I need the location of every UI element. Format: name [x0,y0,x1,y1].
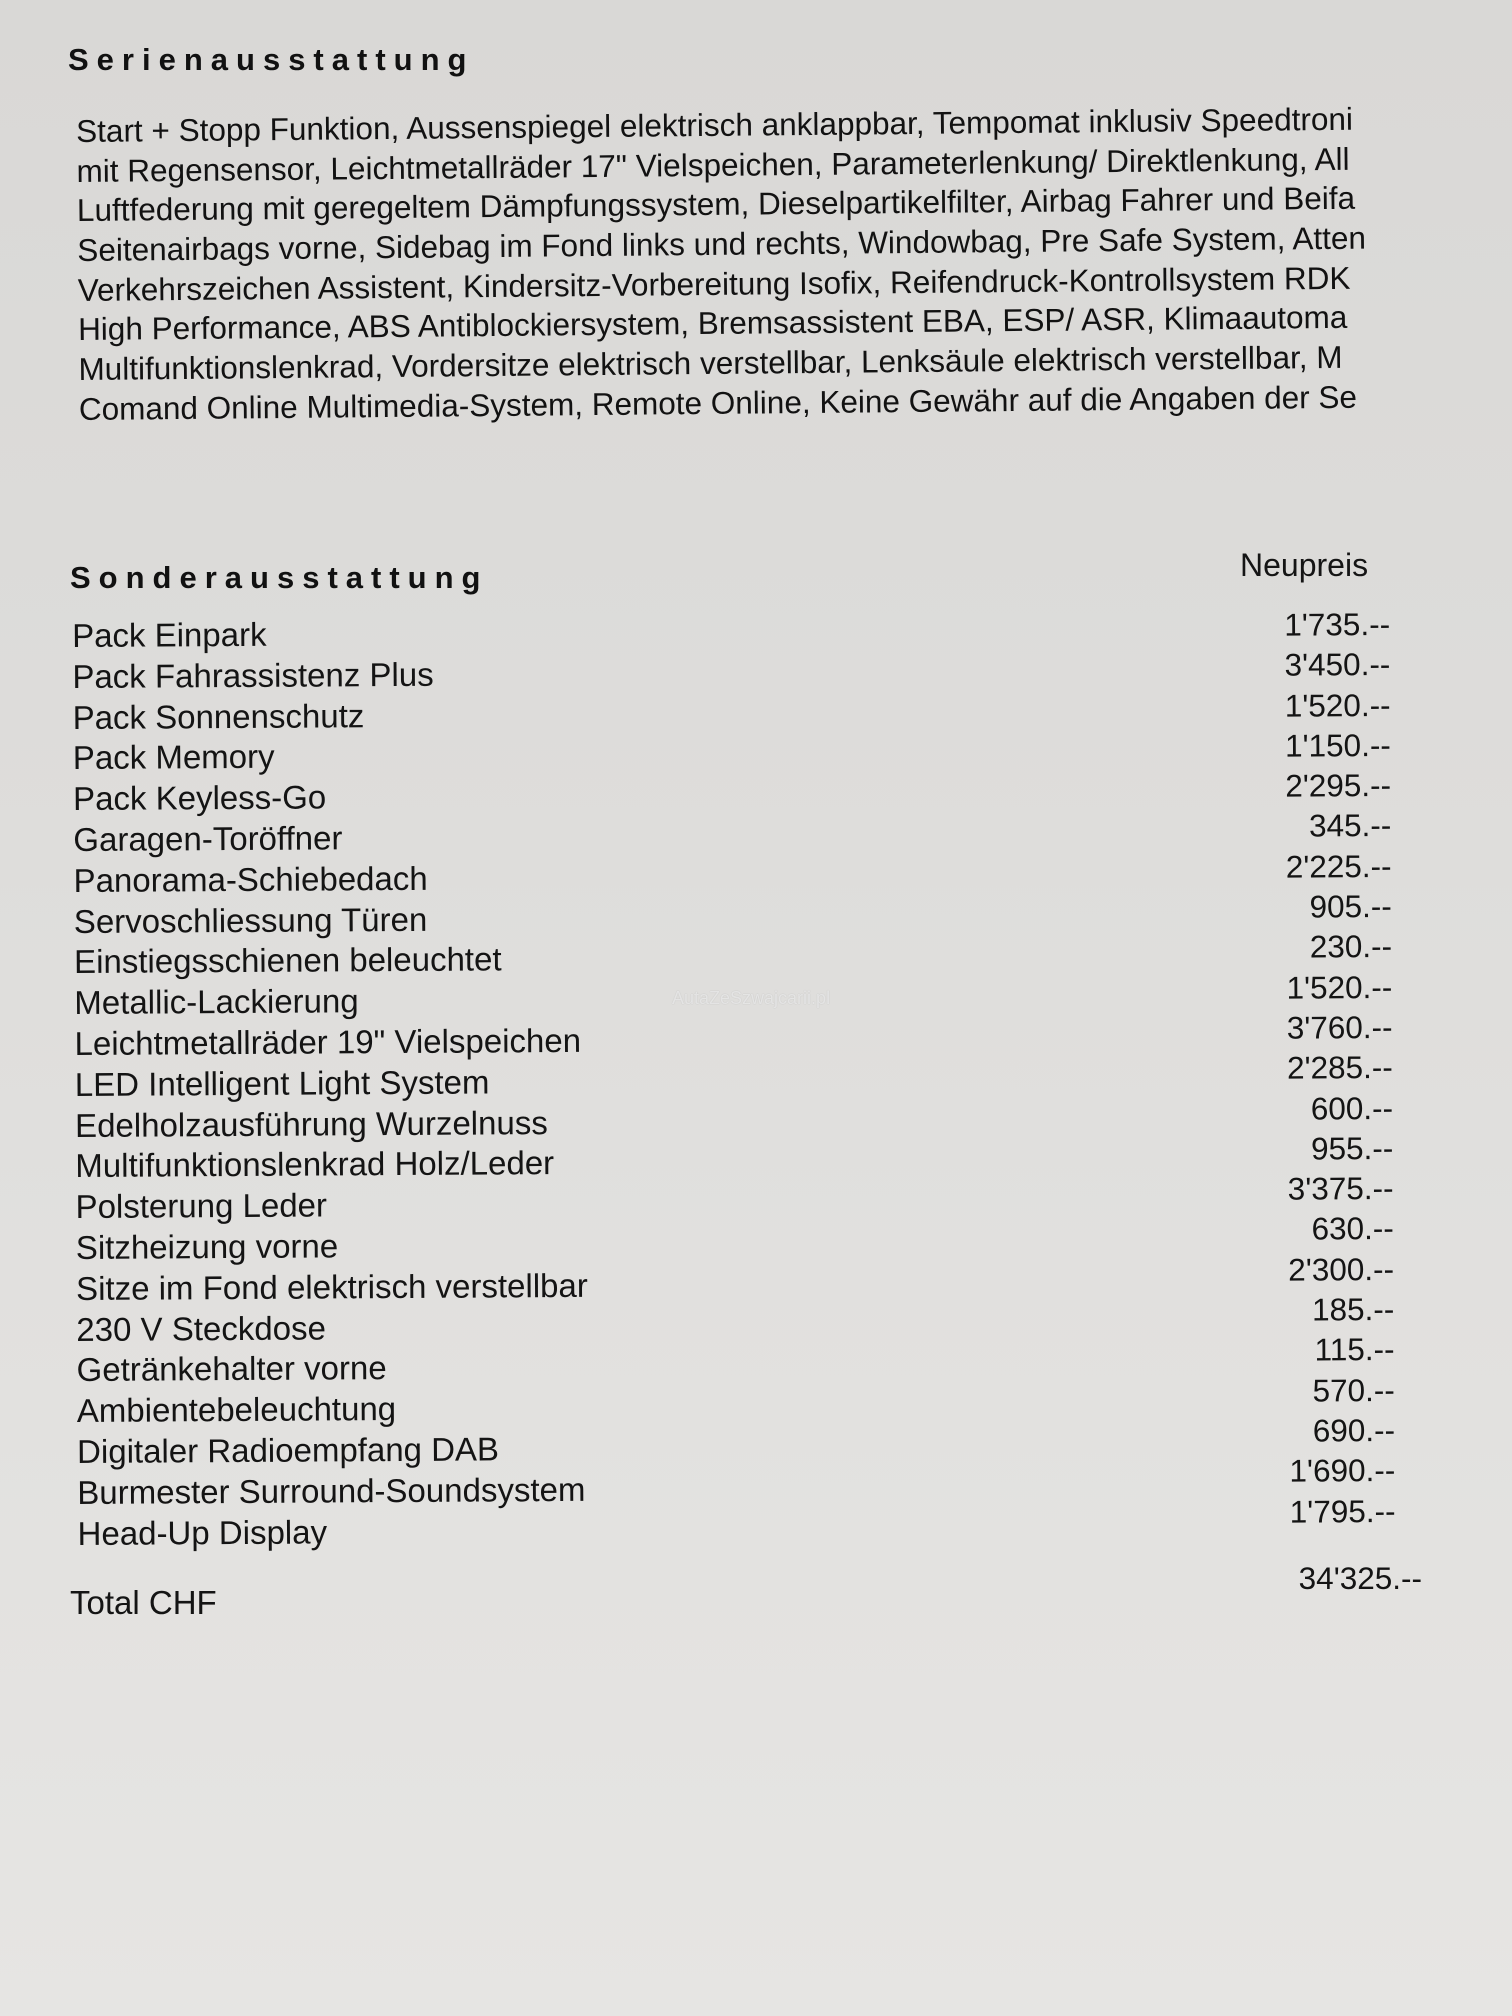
neupreis-header: Neupreis [1240,547,1369,583]
option-name: Sitze im Fond elektrisch verstellbar [75,1266,588,1307]
option-name: Panorama-Schiebedach [73,859,428,899]
option-price: 1'735.-- [1284,605,1391,643]
option-price: 3'375.-- [1287,1170,1394,1207]
serienausstattung-line: Multifunktionslenkrad, Vordersitze elektrisch verstellbar, Lenksäule elektrisch verstellbar, M [78,338,1343,388]
option-name: Garagen-Toröffner [73,819,343,858]
option-name: Sitzheizung vorne [75,1227,339,1266]
option-name: 230 V Steckdose [76,1309,326,1348]
serienausstattung-line: mit Regensensor, Leichtmetallräder 17" Vielspeichen, Parameterlenkung/ Direktlenkung, All [76,140,1350,189]
option-name: Pack Memory [72,738,275,777]
sonderausstattung-title: Sonderausstattung [70,560,489,595]
price-list [1150,604,1396,1532]
option-price: 630.-- [1311,1210,1394,1247]
serienausstattung-line: Luftfederung mit geregeltem Dämpfungssystem, Dieselpartikelfilter, Airbag Fahrer und Beifa [76,180,1356,229]
total-value: 34'325.-- [1298,1560,1422,1596]
option-name: Pack Einpark [72,615,267,654]
option-price: 115.-- [1314,1331,1395,1368]
option-name: Einstiegsschienen beleuchtet [73,940,502,981]
option-name: Leichtmetallräder 19" Vielspeichen [74,1021,582,1062]
serienausstattung-title: Serienausstattung [68,42,475,77]
option-price: 1'520.-- [1284,686,1391,724]
option-price: 1'520.-- [1286,968,1393,1006]
option-price: 570.-- [1312,1371,1395,1409]
option-price: 600.-- [1310,1089,1394,1127]
option-name: Ambientebeleuchtung [76,1390,397,1430]
serienausstattung-line: Seitenairbags vorne, Sidebag im Fond links und rechts, Windowbag, Pre Safe System, Atten [77,219,1367,269]
option-name: Metallic-Lackierung [74,982,359,1022]
option-price: 905.-- [1309,888,1392,925]
option-name: Servoschliessung Türen [73,900,428,940]
option-price: 690.-- [1312,1411,1396,1449]
option-name: Digitaler Radioempfang DAB [76,1430,500,1470]
option-price: 955.-- [1310,1129,1394,1167]
option-price: 2'225.-- [1285,847,1392,885]
option-name: Pack Sonnenschutz [72,696,365,736]
serienausstattung-line: Start + Stopp Funktion, Aussenspiegel elektrisch anklappbar, Tempomat inklusiv Speedtroni [76,100,1354,149]
option-name: Pack Fahrassistenz Plus [72,655,434,695]
total-label: Total CHF [70,1584,217,1621]
serienausstattung-line: High Performance, ABS Antiblockiersystem, Bremsassistent EBA, ESP/ ASR, Klimaautoma [77,299,1348,348]
option-price: 230.-- [1309,928,1393,965]
option-price: 3'450.-- [1284,646,1391,683]
option-name: Burmester Surround-Soundsystem [77,1470,586,1511]
serienausstattung-line: Verkehrszeichen Assistent, Kindersitz-Vorbereitung Isofix, Reifendruck-Kontrollsystem RDK [77,259,1351,308]
option-name: Polsterung Leder [75,1186,328,1226]
option-price: 2'285.-- [1286,1049,1393,1086]
option-name: Pack Keyless-Go [73,778,327,818]
option-name: Getränkehalter vorne [76,1349,387,1389]
option-price: 1'150.-- [1284,726,1391,764]
option-name: Head-Up Display [77,1512,328,1552]
option-price: 3'760.-- [1286,1008,1393,1046]
option-price: 1'795.-- [1289,1492,1396,1530]
option-price: 1'690.-- [1289,1452,1396,1489]
option-name: LED Intelligent Light System [74,1063,490,1103]
watermark: AutaZeSzwajcarii.pl [672,988,831,1008]
option-list [72,613,589,1554]
option-price: 2'300.-- [1288,1250,1395,1288]
option-price: 2'295.-- [1285,767,1392,804]
option-name: Multifunktionslenkrad Holz/Leder [75,1144,555,1185]
option-price: 185.-- [1311,1291,1395,1328]
option-name: Edelholzausführung Wurzelnuss [74,1103,548,1144]
option-price: 345.-- [1308,807,1392,844]
serienausstattung-text [76,98,1512,430]
serienausstattung-line: Comand Online Multimedia-System, Remote Online, Keine Gewähr auf die Angaben der Se [78,378,1358,427]
